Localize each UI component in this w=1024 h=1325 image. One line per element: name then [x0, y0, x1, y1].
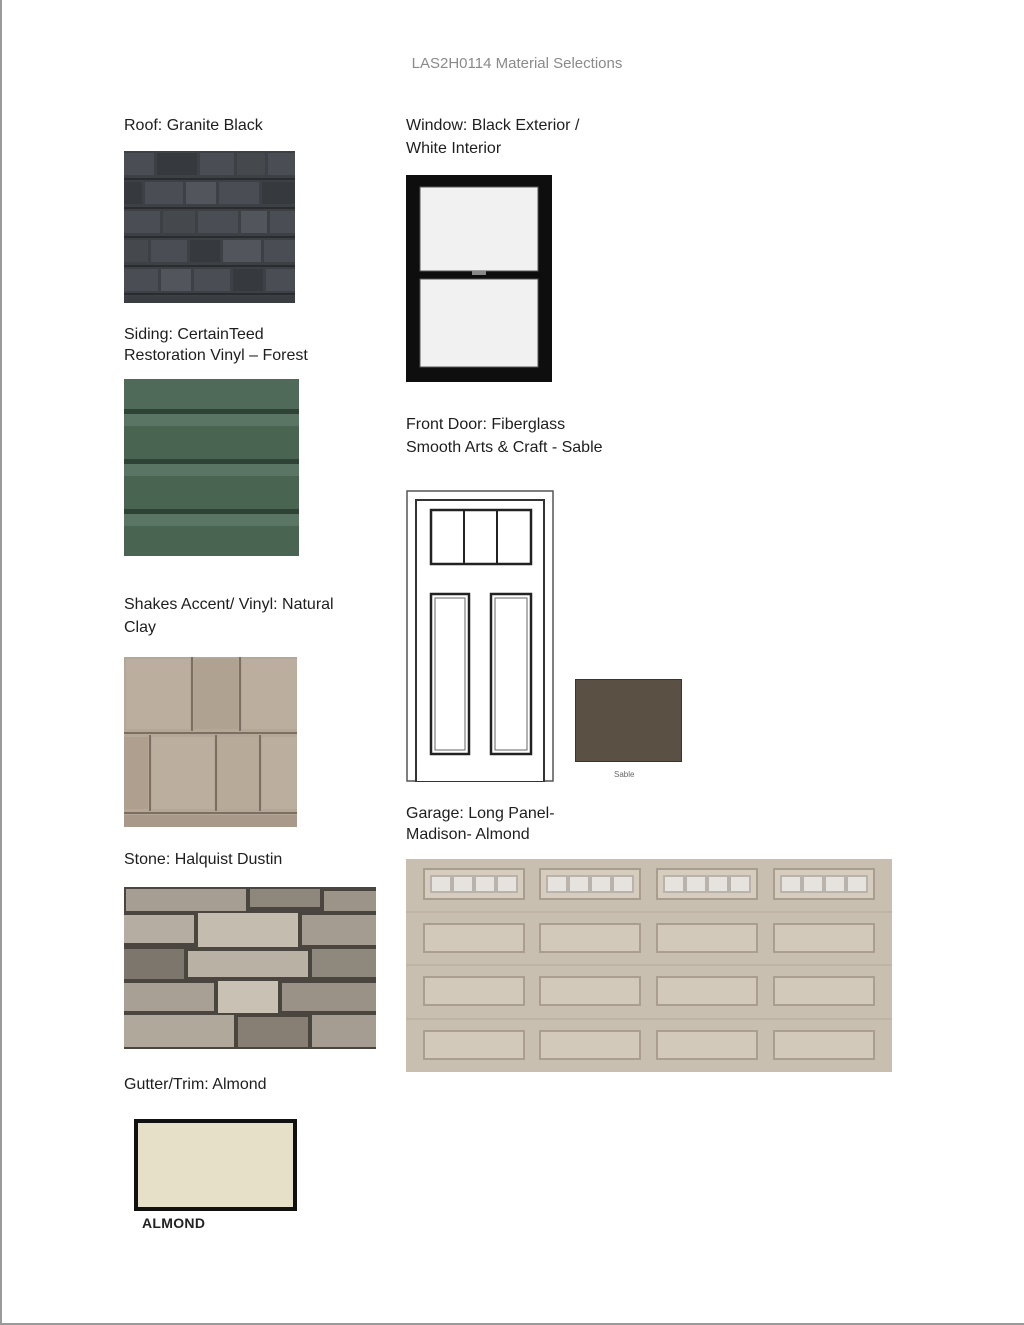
door-illustration: [406, 490, 554, 782]
stone-label: Stone: Halquist Dustin: [124, 851, 283, 868]
gutter-label: Gutter/Trim: Almond: [124, 1076, 267, 1093]
shakes-label-line1: Shakes Accent/ Vinyl: Natural: [124, 596, 334, 613]
garage-door-illustration: [406, 859, 892, 1072]
stone-swatch: [124, 887, 376, 1049]
garage-label-line1: Garage: Long Panel-: [406, 805, 555, 822]
window-label-line2: White Interior: [406, 140, 502, 157]
shakes-label-line2: Clay: [124, 619, 157, 636]
shakes-swatch: [124, 657, 297, 827]
siding-label-line2: Restoration Vinyl – Forest: [124, 347, 308, 364]
sable-swatch-caption: Sable: [614, 770, 635, 779]
page-title: LAS2H0114 Material Selections: [411, 55, 623, 72]
gutter-swatch-caption: ALMOND: [142, 1215, 206, 1231]
siding-swatch: [124, 379, 299, 556]
garage-label-line2: Madison- Almond: [406, 826, 530, 843]
window-label-line1: Window: Black Exterior /: [406, 117, 580, 134]
window-illustration: [406, 175, 552, 382]
door-label-line1: Front Door: Fiberglass: [406, 416, 566, 433]
gutter-swatch: [134, 1119, 297, 1211]
roof-swatch: [124, 151, 295, 303]
siding-label-line1: Siding: CertainTeed: [124, 326, 264, 343]
door-label-line2: Smooth Arts & Craft - Sable: [406, 439, 603, 456]
roof-label: Roof: Granite Black: [124, 117, 263, 134]
sable-color-swatch: [575, 679, 682, 762]
